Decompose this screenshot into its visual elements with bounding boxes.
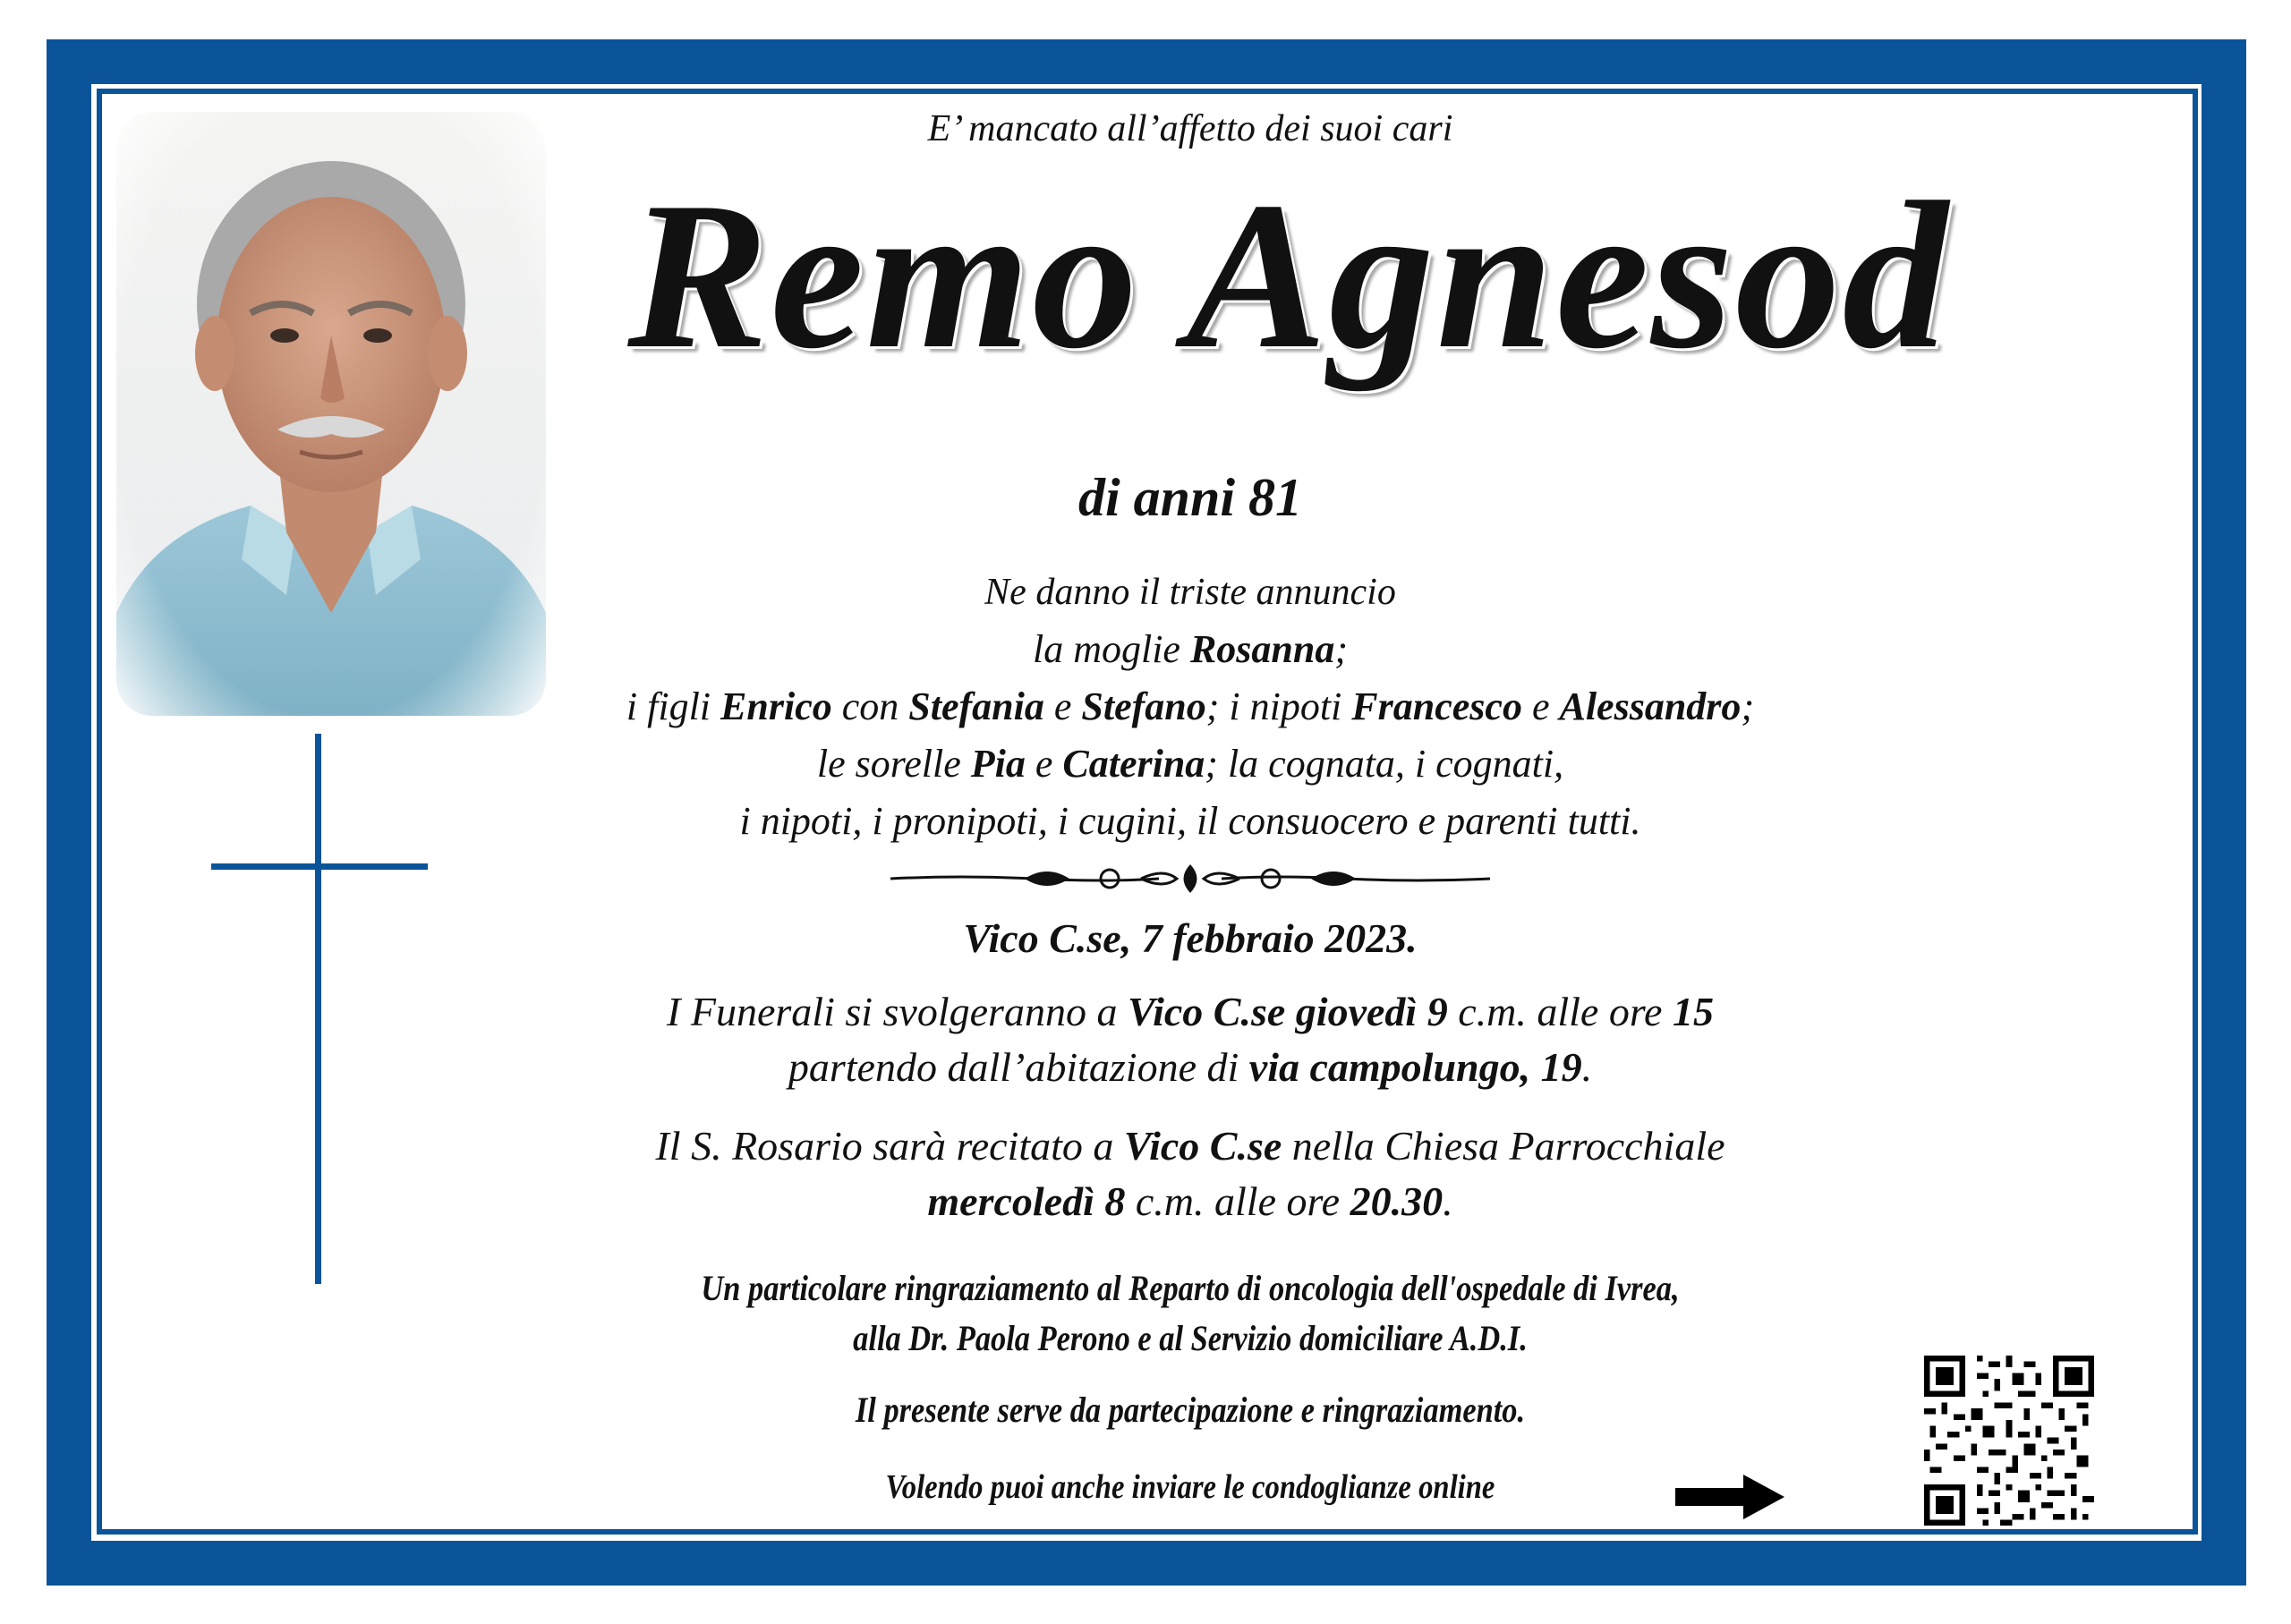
- grandchild-name: Francesco: [1351, 684, 1522, 728]
- announcement-block: [483, 564, 1897, 850]
- rosario-place: Vico C.se: [1123, 1123, 1282, 1169]
- text: Il S. Rosario sarà recitato a: [655, 1123, 1124, 1169]
- portrait-photo: [116, 112, 546, 716]
- rosario-info: [483, 1118, 1897, 1229]
- thanks-line2: alla Dr. Paola Perono e al Servizio domiciliare A.D.I.: [853, 1318, 1528, 1358]
- ornament-divider: [890, 861, 1490, 897]
- partecipazione-text: Il presente serve da partecipazione e ringraziamento.: [855, 1390, 1526, 1430]
- child-name: Enrico: [720, 684, 832, 728]
- announcement-wife-line: [483, 621, 1897, 678]
- funeral-place: Vico C.se giovedì 9: [1127, 989, 1448, 1034]
- text: con: [831, 684, 909, 728]
- sister-name: Pia: [970, 742, 1026, 786]
- arrow-right-icon: [1675, 1475, 1784, 1519]
- announcement-relatives-line: i nipoti, i pronipoti, i cugini, il consuocero e parenti tutti.: [739, 799, 1641, 843]
- funeral-hour: 15: [1672, 989, 1714, 1034]
- text: partendo dall’abitazione di: [788, 1044, 1249, 1090]
- text: ; i nipoti: [1205, 684, 1352, 728]
- text: i figli: [626, 684, 721, 728]
- announcement-sisters-line: [483, 735, 1897, 793]
- text: nella Chiesa Parrocchiale: [1282, 1123, 1725, 1169]
- text: ; la cognata, i cognati,: [1205, 742, 1564, 786]
- announcement-intro: Ne danno il triste annuncio: [984, 572, 1396, 613]
- deceased-name: Remo Agnesod: [627, 159, 1950, 393]
- online-condolences-text: Volendo puoi anche inviare le condoglianze online: [885, 1468, 1495, 1506]
- text: e: [1043, 684, 1082, 728]
- thanks-line1: Un particolare ringraziamento al Reparto di oncologia dell'ospedale di Ivrea,: [701, 1268, 1680, 1308]
- rosario-hour: 20.30: [1350, 1178, 1444, 1224]
- text: e: [1025, 742, 1063, 786]
- grandchild-name: Alessandro: [1559, 684, 1742, 728]
- thanks-block: [583, 1263, 1799, 1364]
- sister-name: Caterina: [1062, 742, 1205, 786]
- rosario-day: mercoledì 8: [927, 1178, 1126, 1224]
- qr-code-icon[interactable]: [1924, 1356, 2094, 1526]
- text: la moglie: [1032, 627, 1190, 671]
- rosario-line1: [483, 1118, 1897, 1174]
- partner-name: Stefania: [908, 684, 1044, 728]
- text: e: [1521, 684, 1560, 728]
- text: .: [1443, 1178, 1453, 1224]
- text: ;: [1741, 684, 1755, 728]
- funeral-info: [483, 984, 1897, 1095]
- rosario-line2: [483, 1174, 1897, 1229]
- text: .: [1581, 1044, 1593, 1090]
- funeral-address: via campolungo, 19: [1248, 1044, 1582, 1090]
- text: c.m. alle ore: [1125, 1178, 1350, 1224]
- announcement-children-line: [483, 678, 1897, 735]
- text: I Funerali si svolgeranno a: [667, 989, 1128, 1034]
- child-name: Stefano: [1081, 684, 1206, 728]
- cross-horizontal: [211, 863, 428, 870]
- age-text: di anni 81: [1077, 468, 1303, 527]
- funeral-line2: [483, 1040, 1897, 1095]
- place-date: Vico C.se, 7 febbraio 2023.: [963, 915, 1418, 961]
- wife-name: Rosanna: [1189, 627, 1335, 671]
- text: le sorelle: [816, 742, 971, 786]
- funeral-line1: [483, 984, 1897, 1040]
- text: ;: [1334, 627, 1349, 671]
- intro-text: E’ mancato all’affetto dei suoi cari: [927, 108, 1453, 149]
- cross-vertical: [315, 734, 321, 1284]
- text: c.m. alle ore: [1447, 989, 1673, 1034]
